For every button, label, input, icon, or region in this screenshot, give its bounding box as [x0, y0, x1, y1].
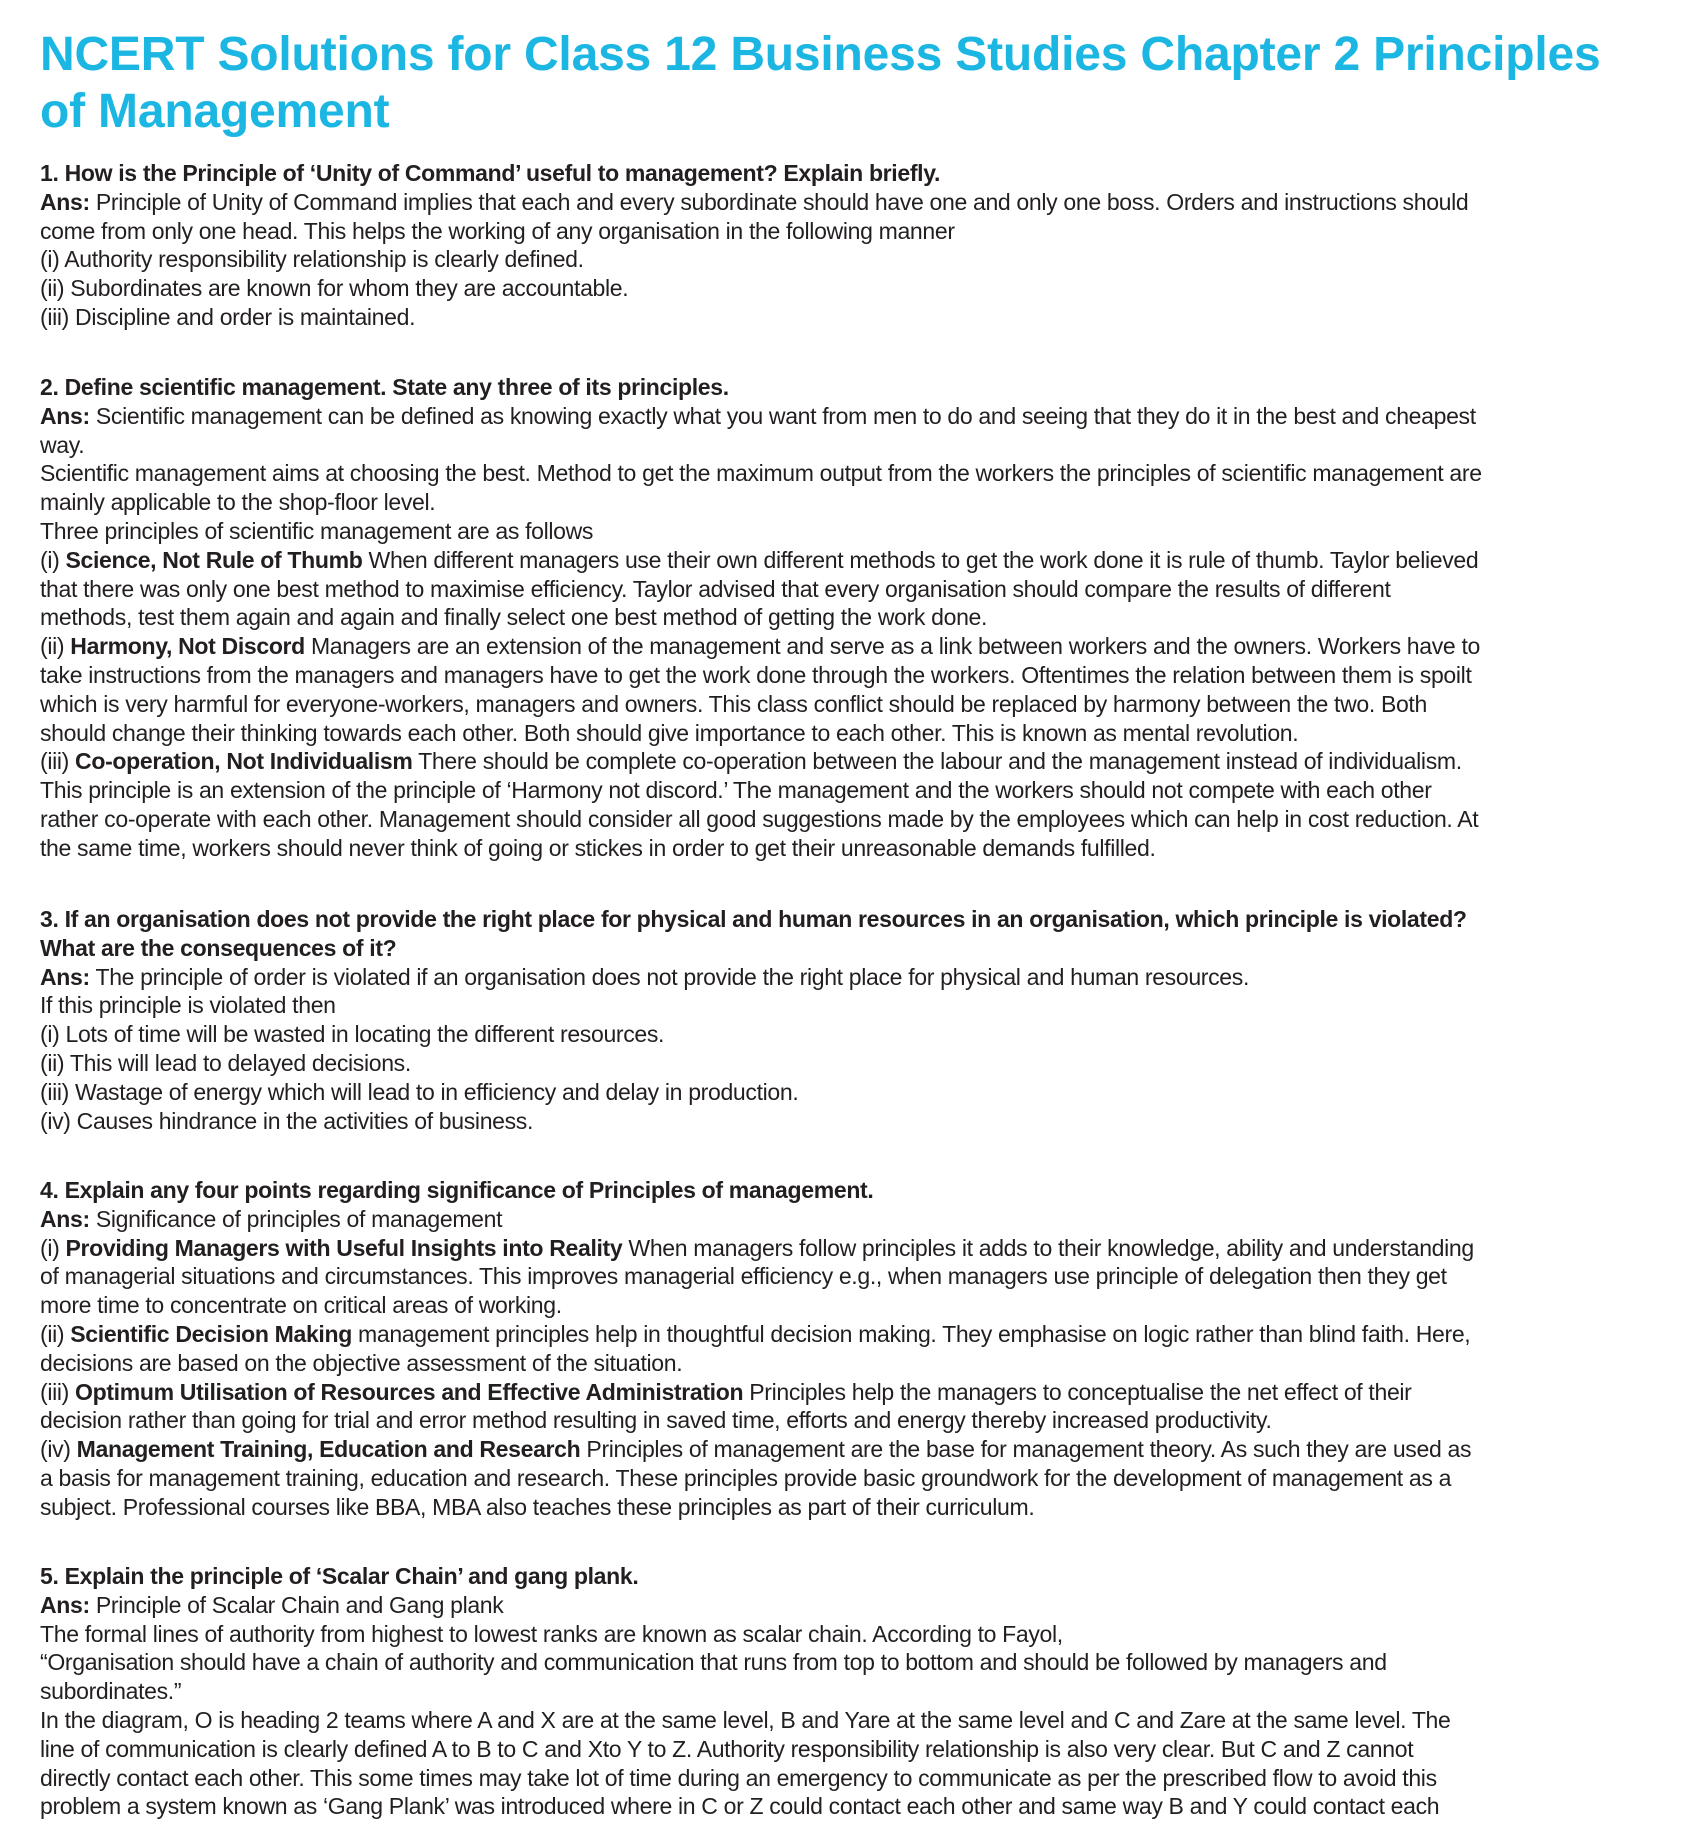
- text-line: [40, 1764, 1450, 1793]
- text-line: [40, 1049, 1467, 1078]
- text-line: [40, 217, 1468, 246]
- text-line: [40, 1107, 1467, 1136]
- question-heading: What are the consequences of it?: [40, 934, 397, 961]
- question-1: [40, 159, 1490, 332]
- answer-label: Ans:: [40, 402, 90, 429]
- question-text-line: [40, 159, 1468, 188]
- answer-label: Ans:: [40, 188, 90, 215]
- list-marker: (ii): [40, 633, 71, 660]
- text-line: [40, 1706, 1450, 1735]
- body-text: directly contact each other. This some times may take lot of time during an emergency to communicate as per the prescribed flow to avoid this: [40, 1764, 1437, 1791]
- question-heading: 5. Explain the principle of ‘Scalar Chain’ and gang plank.: [40, 1563, 639, 1589]
- text-line: [40, 1234, 1474, 1263]
- body-text: Three principles of scientific management are as follows: [40, 517, 594, 544]
- body-text: decisions are based on the objective assessment of the situation.: [40, 1349, 683, 1376]
- answer-line: [40, 1591, 1450, 1620]
- text-line: [40, 303, 1468, 332]
- text-line: [40, 1078, 1467, 1107]
- text-line: [40, 747, 1482, 776]
- body-text: This principle is an extension of the principle of ‘Harmony not discord.’ The management and the workers should not compete with each other: [40, 777, 1432, 804]
- text-line: [40, 991, 1467, 1020]
- question-text-line: [40, 905, 1467, 934]
- text-line: [40, 1435, 1474, 1464]
- page-title: [40, 0, 1680, 140]
- list-marker: (i): [40, 1234, 66, 1261]
- principle-heading: Science, Not Rule of Thumb: [65, 546, 363, 573]
- body-text: Significance of principles of management: [89, 1205, 503, 1232]
- text-line: [40, 1648, 1450, 1677]
- text-line: [40, 1677, 1450, 1706]
- body-text: come from only one head. This helps the working of any organisation in the following manner: [40, 217, 955, 244]
- page-title-line-1: NCERT Solutions for Class 12 Business Studies Chapter 2 Principles: [40, 28, 1601, 81]
- text-line: [40, 805, 1482, 834]
- body-text: Scientific management aims at choosing the best. Method to get the maximum output from the workers the principles of scientific management are: [40, 460, 1482, 487]
- text-line: [40, 1620, 1450, 1649]
- list-marker: (i): [40, 546, 66, 573]
- body-text: subject. Professional courses like BBA, MBA also teaches these principles as part of their curriculum.: [40, 1493, 1035, 1520]
- answer-label: Ans:: [40, 1205, 90, 1232]
- question-heading: 3. If an organisation does not provide the right place for physical and human resources in an organisation, which principle is violated?: [40, 906, 1467, 932]
- body-text: When managers follow principles it adds to their knowledge, ability and understanding: [622, 1234, 1474, 1261]
- text-line: [40, 834, 1482, 863]
- body-text: (ii) Subordinates are known for whom they are accountable.: [40, 275, 629, 302]
- text-line: [40, 575, 1482, 604]
- body-text: “Organisation should have a chain of authority and communication that runs from top to bottom and should be followed by managers and: [40, 1649, 1387, 1676]
- question-text-line: [40, 1562, 1450, 1591]
- document-page: [40, 0, 1680, 1820]
- body-text: a basis for management training, education and research. These principles provide basic groundwork for the development of management as a: [40, 1464, 1452, 1491]
- question-3: [40, 905, 1488, 1135]
- principle-heading: Optimum Utilisation of Resources and Effective Administration: [75, 1378, 744, 1405]
- text-line: [40, 776, 1482, 805]
- body-text: that there was only one best method to maximise efficiency. Taylor advised that every organisation should compare the results of different: [40, 575, 1391, 602]
- body-text: rather co-operate with each other. Management should consider all good suggestions made by the employees which can help in cost reduction. At: [40, 805, 1479, 832]
- text-line: [40, 1020, 1467, 1049]
- body-text: problem a system known as ‘Gang Plank’ was introduced where in C or Z could contact each other and same way B and Y could contact each: [40, 1793, 1440, 1820]
- text-line: [40, 1378, 1474, 1407]
- body-text: There should be complete co-operation between the labour and the management instead of individualism.: [412, 748, 1462, 775]
- text-line: [40, 1406, 1474, 1435]
- answer-line: [40, 963, 1467, 992]
- body-text: mainly applicable to the shop-floor level.: [40, 489, 436, 516]
- text-line: [40, 690, 1482, 719]
- body-text: Principles of management are the base for management theory. As such they are used as: [580, 1436, 1472, 1463]
- text-line: [40, 1493, 1474, 1522]
- text-line: [40, 1320, 1474, 1349]
- body-text: (iv) Causes hindrance in the activities of business.: [40, 1107, 534, 1134]
- text-line: [40, 1262, 1474, 1291]
- body-text: line of communication is clearly defined A to B to C and Xto Y to Z. Authority responsibility relationship is also very clear. But C and Z cannot: [40, 1735, 1414, 1762]
- text-line: [40, 1291, 1474, 1320]
- text-line: [40, 517, 1482, 546]
- question-heading: 2. Define scientific management. State any three of its principles.: [40, 374, 729, 400]
- text-line: [40, 603, 1482, 632]
- body-text: If this principle is violated then: [40, 992, 336, 1019]
- body-text: (i) Authority responsibility relationship is clearly defined.: [40, 246, 584, 273]
- body-text: the same time, workers should never think of going or stickes in order to get their unreasonable demands fulfilled.: [40, 834, 1156, 861]
- text-line: [40, 1464, 1474, 1493]
- text-line: [40, 274, 1468, 303]
- body-text: (iii) Discipline and order is maintained.: [40, 303, 416, 330]
- question-4: [40, 1176, 1496, 1522]
- body-text: subordinates.”: [40, 1678, 182, 1705]
- text-line: [40, 546, 1482, 575]
- list-marker: (iii): [40, 748, 76, 775]
- question-text-line: [40, 373, 1482, 402]
- principle-heading: Management Training, Education and Research: [76, 1436, 581, 1463]
- body-text: decision rather than going for trial and error method resulting in saved time, efforts and energy thereby increased productivity.: [40, 1407, 1272, 1434]
- answer-line: [40, 1205, 1474, 1234]
- text-line: [40, 488, 1482, 517]
- body-text: The formal lines of authority from highest to lowest ranks are known as scalar chain. According to Fayol,: [40, 1620, 1063, 1647]
- list-marker: (iv): [40, 1436, 77, 1463]
- answer-line: [40, 402, 1482, 431]
- question-text-line: [40, 1176, 1474, 1205]
- answer-label: Ans:: [40, 1591, 90, 1618]
- principle-heading: Harmony, Not Discord: [70, 633, 305, 660]
- body-text: Principle of Scalar Chain and Gang plank: [89, 1591, 504, 1618]
- answer-label: Ans:: [40, 963, 90, 990]
- question-heading: 1. How is the Principle of ‘Unity of Command’ useful to management? Explain briefly.: [40, 160, 941, 186]
- text-line: [40, 661, 1482, 690]
- body-text: Principles help the managers to conceptualise the net effect of their: [743, 1378, 1412, 1405]
- body-text: which is very harmful for everyone-workers, managers and owners. This class conflict should be replaced by harmony between the two. Both: [40, 690, 1427, 717]
- question-text-line: [40, 934, 1467, 963]
- text-line: [40, 459, 1482, 488]
- question-5: [40, 1562, 1472, 1821]
- body-text: (i) Lots of time will be wasted in locating the different resources.: [40, 1021, 665, 1048]
- body-text: way.: [40, 431, 85, 458]
- text-line: [40, 1792, 1450, 1821]
- body-text: When different managers use their own different methods to get the work done it is rule of thumb. Taylor believed: [362, 546, 1479, 573]
- question-heading: 4. Explain any four points regarding significance of Principles of management.: [40, 1177, 874, 1203]
- body-text: (iii) Wastage of energy which will lead to in efficiency and delay in production.: [40, 1078, 799, 1105]
- answer-line: [40, 188, 1468, 217]
- text-line: [40, 632, 1482, 661]
- body-text: Principle of Unity of Command implies that each and every subordinate should have one and only one boss. Orders and instructions should: [89, 188, 1469, 215]
- list-marker: (iii): [40, 1378, 76, 1405]
- principle-heading: Providing Managers with Useful Insights into Reality: [65, 1234, 623, 1261]
- principle-heading: Co-operation, Not Individualism: [75, 748, 413, 775]
- text-line: [40, 1735, 1450, 1764]
- question-2: [40, 373, 1504, 863]
- body-text: The principle of order is violated if an organisation does not provide the right place for physical and human resources.: [89, 963, 1250, 990]
- principle-heading: Scientific Decision Making: [70, 1320, 352, 1347]
- body-text: Managers are an extension of the management and serve as a link between workers and the owners. Workers have to: [304, 633, 1480, 660]
- body-text: of managerial situations and circumstances. This improves managerial efficiency e.g., when managers use principle of delegation then they get: [40, 1263, 1447, 1290]
- list-marker: (ii): [40, 1320, 71, 1347]
- page-title-line-2: of Management: [40, 85, 390, 138]
- body-text: methods, test them again and again and finally select one best method of getting the work done.: [40, 604, 988, 631]
- body-text: should change their thinking towards each other. Both should give importance to each other. This is known as mental revolution.: [40, 719, 1299, 746]
- text-line: [40, 719, 1482, 748]
- body-text: In the diagram, O is heading 2 teams where A and X are at the same level, B and Yare at the same level and C and Zare at the same level. The: [40, 1706, 1451, 1733]
- body-text: Scientific management can be defined as knowing exactly what you want from men to do and seeing that they do it in the best and cheapest: [89, 402, 1476, 429]
- body-text: take instructions from the managers and managers have to get the work done through the workers. Oftentimes the relation between them is spoilt: [40, 661, 1472, 688]
- body-text: (ii) This will lead to delayed decisions.: [40, 1049, 411, 1076]
- text-line: [40, 245, 1468, 274]
- body-text: management principles help in thoughtful decision making. They emphasise on logic rather than blind faith. Here,: [351, 1320, 1471, 1347]
- text-line: [40, 431, 1482, 460]
- text-line: [40, 1349, 1474, 1378]
- body-text: more time to concentrate on critical areas of working.: [40, 1292, 562, 1319]
